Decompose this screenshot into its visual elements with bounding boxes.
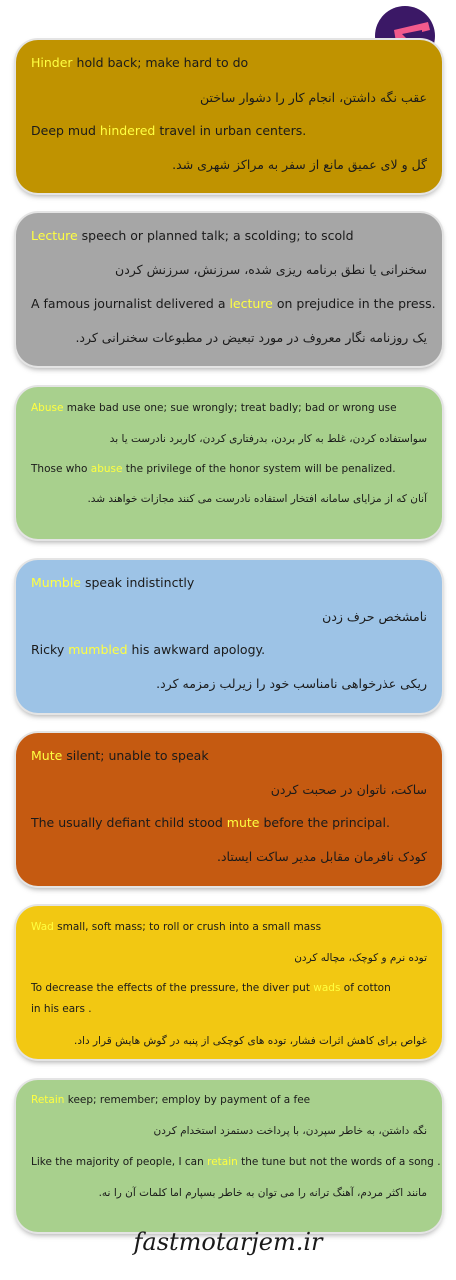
persian-example: آنان که از مزایای سامانه افتخار استفاده نادرست می کنند مجازات خواهند شد. [87,493,427,505]
example-text-before: A famous journalist delivered a [31,296,230,311]
vocab-card-wad [16,906,442,1059]
example-text-after: the privilege of the honor system will be penalized. [122,463,396,475]
definition-text: keep; remember; employ by payment of a fee [64,1094,311,1106]
persian-example: مانند اکثر مردم، آهنگ ترانه را می توان به خاطر بسپارم اما کلمات آن را نه. [98,1187,427,1199]
example-highlight: mumbled [68,642,128,657]
vocab-word: Retain [31,1094,65,1106]
persian-definition: سواستفاده کردن، غلط به کار بردن، بدرفتاری کردن، کاربرد نادرست یا بد [109,433,427,445]
definition-text: hold back; make hard to do [72,55,249,70]
definition-line [31,1094,427,1106]
vocab-word: Lecture [31,228,78,243]
vocab-word: Hinder [31,55,73,70]
vocab-card-mumble [16,560,442,713]
definition-text: small, soft mass; to roll or crush into a small mass [53,921,322,933]
definition-line [31,228,427,243]
site-url-footer: fastmotarjem.ir [133,1228,323,1256]
vocab-card-abuse [16,387,442,539]
definition-line [31,748,427,763]
definition-line [31,921,427,933]
vocab-word: Abuse [31,402,64,414]
vocab-word: Mumble [31,575,81,590]
example-highlight: abuse [90,463,123,475]
example-text-after: of cotton in his ears . [31,982,391,1015]
persian-definition: توده نرم و کوچک، مچاله کردن [294,952,427,964]
example-highlight: mute [226,815,260,830]
definition-line [31,402,427,414]
definition-text: speak indistinctly [80,575,195,590]
example-text-after: before the principal. [259,815,391,830]
example-text-before: Deep mud [31,123,100,138]
persian-example: یک روزنامه نگار معروف در مورد تبعیض در مطبوعات سخنرانی کرد. [75,330,427,345]
persian-definition: نامشخص حرف زدن [322,609,427,624]
example-text-before: To decrease the effects of the pressure, the diver put [31,982,314,994]
definition-text: speech or planned talk; a scolding; to scold [77,228,354,243]
vocab-word: Mute [31,748,63,763]
example-sentence [31,642,427,657]
persian-example: گل و لای عمیق مانع از سفر به مراکز شهری شد. [172,157,427,172]
persian-definition: نگه داشتن، به خاطر سپردن، با پرداخت دستمزد استخدام کردن [153,1125,427,1137]
persian-example: غواص برای کاهش اثرات فشار، توده های کوچکی از پنبه در گوش هایش قرار داد. [74,1035,427,1047]
definition-line [31,55,427,70]
example-highlight: hindered [99,123,156,138]
example-sentence [31,1156,441,1168]
example-highlight: retain [207,1156,238,1168]
example-highlight: wads [313,982,341,994]
example-text-after: on prejudice in the press. [272,296,436,311]
persian-definition: عقب نگه داشتن، انجام کار را دشوار ساختن [200,90,427,105]
vocab-card-mute [16,733,442,886]
vocab-card-hinder [16,40,442,193]
vocab-word: Wad [31,921,54,933]
persian-example: کودک نافرمان مقابل مدیر ساکت ایستاد. [216,849,427,864]
vocab-card-lecture [16,213,442,366]
definition-text: make bad use one; sue wrongly; treat badly; bad or wrong use [63,402,397,414]
example-highlight: lecture [229,296,273,311]
example-sentence [31,463,427,475]
example-text-after: the tune but not the words of a song . [237,1156,441,1168]
example-text-before: The usually defiant child stood [31,815,227,830]
definition-line [31,575,427,590]
persian-definition: ساکت، ناتوان در صحبت کردن [270,782,427,797]
example-sentence [31,978,396,1020]
example-text-after: his awkward apology. [127,642,266,657]
example-text-before: Ricky [31,642,69,657]
persian-example: ریکی عذرخواهی نامناسب خود را زیرلب زمزمه کرد. [156,676,427,691]
vocab-card-retain [16,1080,442,1232]
example-sentence [31,296,436,311]
example-text-before: Like the majority of people, I can [31,1156,208,1168]
definition-text: silent; unable to speak [62,748,209,763]
persian-definition: سخنرانی یا نطق برنامه ریزی شده، سرزنش، سرزنش کردن [115,262,427,277]
example-text-after: travel in urban centers. [155,123,307,138]
example-sentence [31,815,427,830]
example-text-before: Those who [31,463,91,475]
example-sentence [31,123,427,138]
